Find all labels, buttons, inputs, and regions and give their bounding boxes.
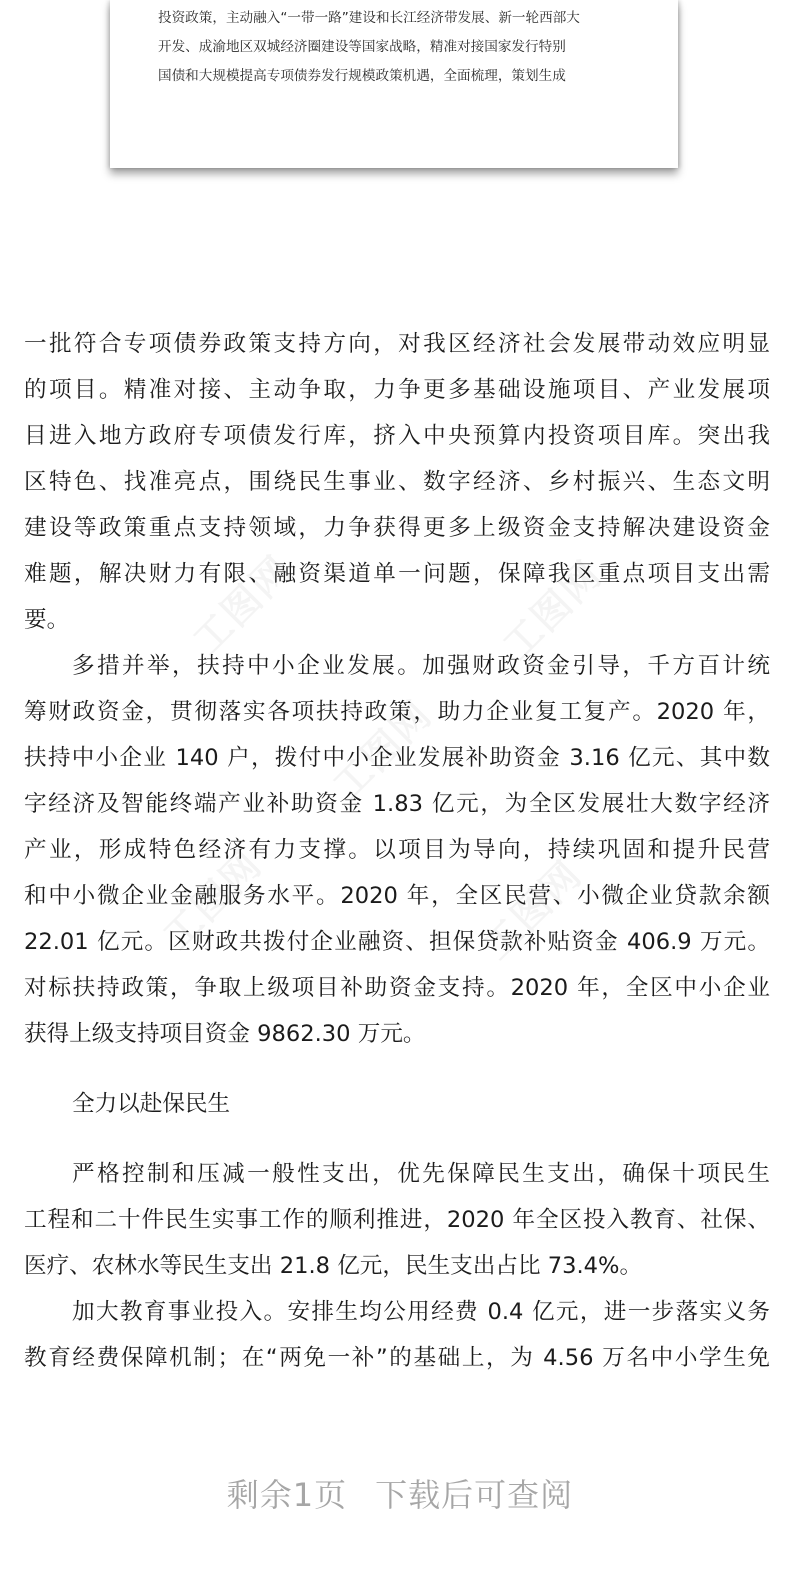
text-line: 严格控制和压减一般性支出，优先保障民生支出，确保十项民生 — [72, 1161, 770, 1187]
text-line: 多措并举，扶持中小企业发展。加强财政资金引导，千方百计统 — [72, 653, 770, 679]
text-line: 一批符合专项债券政策支持方向，对我区经济社会发展带动效应明显 — [24, 331, 770, 357]
preview-line: 国债和大规模提高专项债券发行规模政策机遇，全面梳理，策划生成 — [158, 68, 566, 84]
download-prompt[interactable] — [0, 1470, 800, 1516]
text-line: 医疗、农林水等民生支出 21.8 亿元，民生支出占比 73.4%。 — [24, 1253, 643, 1279]
preview-line: 开发、成渝地区双城经济圈建设等国家战略，精准对接国家发行特别 — [158, 39, 566, 55]
text-line: 扶持中小企业 140 户，拨付中小企业发展补助资金 3.16 亿元、其中数 — [24, 745, 770, 771]
preview-line: 投资政策，主动融入“一带一路”建设和长江经济带发展、新一轮西部大 — [158, 10, 580, 26]
text-line: 目进入地方政府专项债发行库，挤入中央预算内投资项目库。突出我 — [24, 423, 770, 449]
text-line: 和中小微企业金融服务水平。2020 年，全区民营、小微企业贷款余额 — [24, 883, 770, 909]
text-line: 要。 — [24, 607, 70, 633]
text-line: 教育经费保障机制；在“两免一补”的基础上，为 4.56 万名中小学生免 — [24, 1345, 770, 1371]
preview-text — [158, 4, 638, 91]
document-body — [24, 321, 770, 1381]
remaining-pages-label: 剩余1页 — [226, 1476, 348, 1514]
paragraph-smes — [24, 643, 770, 1057]
page-preview-card — [110, 0, 678, 168]
paragraph-livelihood — [24, 1151, 770, 1289]
text-line: 工程和二十件民生实事工作的顺利推进，2020 年全区投入教育、社保、 — [24, 1207, 770, 1233]
text-line: 字经济及智能终端产业补助资金 1.83 亿元，为全区发展壮大数字经济 — [24, 791, 770, 817]
section-heading: 全力以赴保民生 — [72, 1091, 231, 1117]
download-to-view-label: 下载后可查阅 — [375, 1476, 574, 1514]
text-line: 的项目。精准对接、主动争取，力争更多基础设施项目、产业发展项 — [24, 377, 770, 403]
text-line: 难题，解决财力有限、融资渠道单一问题，保障我区重点项目支出需 — [24, 561, 770, 587]
text-line: 获得上级支持项目资金 9862.30 万元。 — [24, 1021, 426, 1047]
text-line: 产业，形成特色经济有力支撑。以项目为导向，持续巩固和提升民营 — [24, 837, 770, 863]
text-line: 加大教育事业投入。安排生均公用经费 0.4 亿元，进一步落实义务 — [72, 1299, 770, 1325]
text-line: 22.01 亿元。区财政共拨付企业融资、担保贷款补贴资金 406.9 万元。 — [24, 929, 770, 955]
paragraph-education — [24, 1289, 770, 1381]
text-line: 区特色、找准亮点，围绕民生事业、数字经济、乡村振兴、生态文明 — [24, 469, 770, 495]
text-line: 建设等政策重点支持领域，力争获得更多上级资金支持解决建设资金 — [24, 515, 770, 541]
paragraph-projects — [24, 321, 770, 643]
text-line: 对标扶持政策，争取上级项目补助资金支持。2020 年，全区中小企业 — [24, 975, 770, 1001]
text-line: 筹财政资金，贯彻落实各项扶持政策，助力企业复工复产。2020 年， — [24, 699, 770, 725]
